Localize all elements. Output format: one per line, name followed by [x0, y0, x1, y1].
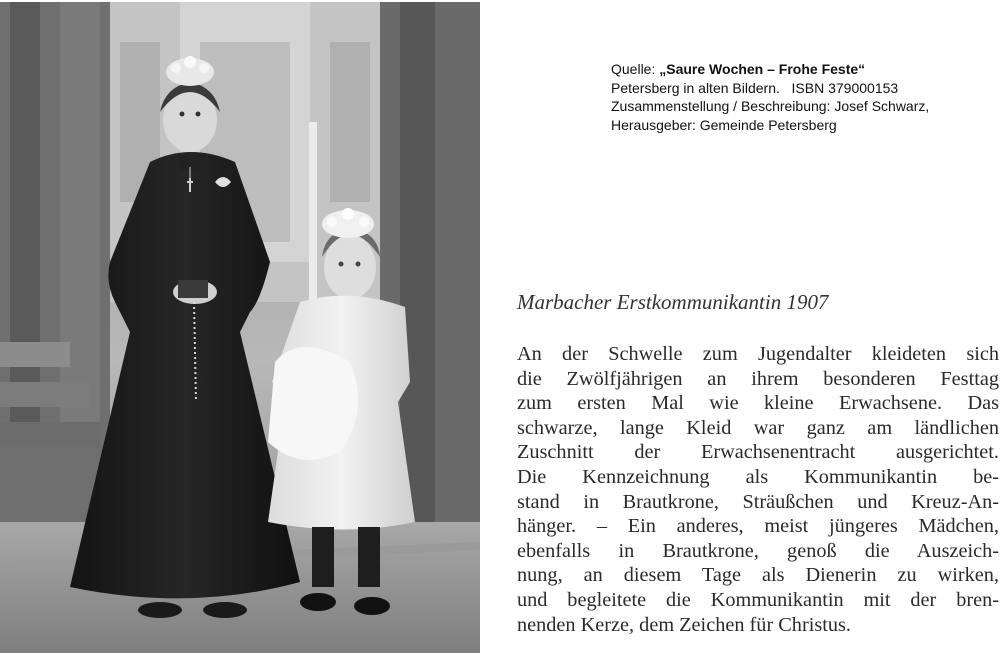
text-line: und begleitete die Kommunikantin mit der bren- — [517, 588, 999, 611]
text-line: Die Kennzeichnung als Kommunikantin be- — [517, 465, 999, 488]
source-title: „Saure Wochen – Frohe Feste“ — [659, 61, 866, 77]
text-line: nung, an diesem Tage als Dienerin zu wirken, — [517, 564, 999, 587]
text-line: schwarze, lange Kleid war ganz am ländlichen — [517, 416, 999, 439]
photo-illustration — [0, 2, 480, 653]
text-line: An der Schwelle zum Jugendalter kleideten sich — [517, 343, 999, 365]
text-line: ebenfalls in Brautkrone, genoß die Auszeich- — [517, 539, 999, 562]
source-line-4: Herausgeber: Gemeinde Petersberg — [611, 116, 837, 133]
text-line: hänger. – Ein anderes, meist jüngeres Mädchen, — [517, 515, 999, 538]
source-title-line — [611, 60, 991, 79]
source-line-3: Zusammenstellung / Beschreibung: Josef Schwarz, — [611, 98, 930, 114]
text-line: die Zwölfjährigen an ihrem besonderen Festtag — [517, 367, 999, 390]
text-line: zum ersten Mal wie kleine Erwachsene. Das — [517, 392, 999, 415]
source-citation — [611, 60, 991, 134]
description-text — [517, 342, 999, 637]
historical-photograph — [0, 2, 480, 653]
source-label: Quelle: — [611, 61, 656, 77]
source-line-2: Petersberg in alten Bildern. ISBN 379000153 — [611, 79, 899, 96]
text-line: nenden Kerze, dem Zeichen für Christus. — [517, 613, 851, 636]
text-line: stand in Brautkrone, Sträußchen und Kreuz-An- — [517, 490, 999, 513]
text-line: Zuschnitt der Erwachsenentracht ausgerichtet. — [517, 441, 999, 464]
photo-caption: Marbacher Erstkommunikantin 1907 — [517, 290, 829, 314]
